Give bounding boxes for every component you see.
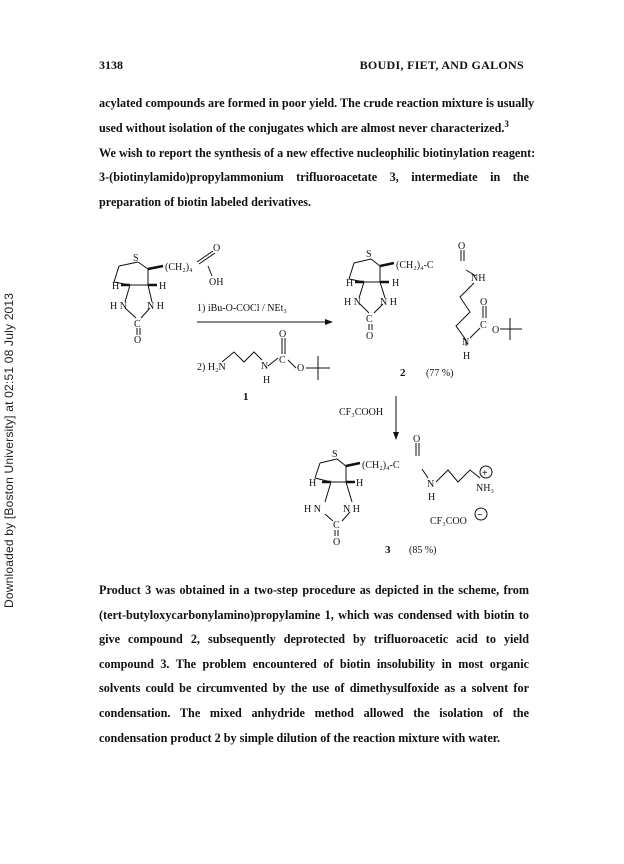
- atom-label: H: [428, 492, 436, 503]
- compound-label: 1: [243, 391, 249, 403]
- atom-label: O: [458, 241, 466, 252]
- yield-label: (85 %): [409, 545, 437, 556]
- atom-label: N: [462, 337, 470, 348]
- atom-label: O: [413, 434, 421, 445]
- intro-line: 3-(biotinylamido)propylammonium trifluoroacetate 3, intermediate in the: [99, 170, 529, 185]
- atom-label: (CH₂)₄: [165, 262, 193, 273]
- discussion-line: condensation. The mixed anhydride method allowed the isolation of the: [99, 705, 529, 720]
- atom-label: O: [134, 335, 142, 346]
- atom-label: H N: [344, 297, 361, 308]
- download-watermark: Downloaded by [Boston University] at 02:51 08 July 2013: [2, 292, 16, 608]
- intro-line-text: used without isolation of the conjugates which are almost never characterized.: [99, 120, 505, 135]
- atom-label: C: [480, 320, 487, 331]
- atom-label: (CH₂)₄-C: [396, 260, 434, 271]
- atom-label: OH: [209, 277, 224, 288]
- atom-label: O: [213, 243, 221, 254]
- deprotection-reagent: CF₃COOH: [339, 407, 384, 418]
- reagent-1-structure: [222, 338, 330, 380]
- atom-label: NH₃: [476, 483, 494, 494]
- discussion-line: condensation product 2 by simple dilution of the reaction mixture with water.: [99, 730, 501, 745]
- atom-label: S: [133, 253, 139, 264]
- intro-line: preparation of biotin labeled derivatives.: [99, 195, 312, 210]
- atom-label: H N: [304, 504, 321, 515]
- atom-label: N H: [343, 504, 360, 515]
- discussion-line: compound 3. The problem encountered of biotin insolubility in most organic: [99, 656, 529, 671]
- discussion-line: (tert-butyloxycarbonylamino)propylamine 1, which was condensed with biotin to: [99, 607, 529, 622]
- atom-label: N: [427, 479, 435, 490]
- atom-label: O: [279, 329, 287, 340]
- atom-label: H N: [110, 301, 127, 312]
- atom-label: NH: [471, 273, 486, 284]
- arrow-head: [393, 432, 399, 440]
- atom-label: O: [333, 537, 341, 548]
- atom-label: S: [366, 249, 372, 260]
- atom-label: H: [263, 375, 271, 386]
- arrow-head: [325, 319, 333, 325]
- atom-label: N: [261, 361, 269, 372]
- running-head: BOUDI, FIET, AND GALONS: [359, 58, 524, 72]
- atom-label: C: [279, 355, 286, 366]
- reaction-step-2: 2) H₂N: [197, 362, 226, 373]
- reaction-step-1: 1) iBu-O-COCl / NEt₃: [197, 303, 287, 314]
- charge-plus: +: [482, 468, 488, 479]
- atom-label: H: [112, 281, 120, 292]
- counterion: CF₃COO: [430, 516, 467, 527]
- discussion-line: give compound 2, subsequently deprotected by trifluoroacetic acid to yield: [99, 632, 529, 647]
- atom-label: O: [492, 325, 500, 336]
- atom-label: N H: [147, 301, 164, 312]
- intro-line: We wish to report the synthesis of a new effective nucleophilic biotinylation reagent:: [99, 145, 536, 160]
- atom-label: H: [346, 278, 354, 289]
- charge-minus: −: [477, 510, 483, 521]
- discussion-line: Product 3 was obtained in a two-step procedure as depicted in the scheme, from: [99, 583, 529, 597]
- atom-label: H: [159, 281, 167, 292]
- compound-label: 2: [400, 367, 406, 379]
- atom-label: N H: [380, 297, 397, 308]
- atom-label: H: [392, 278, 400, 289]
- atom-label: C: [366, 314, 373, 325]
- atom-label: C: [333, 520, 340, 531]
- atom-label: H: [309, 478, 317, 489]
- discussion-line: solvents could be circumvented by the use of dimethysulfoxide as a solvent for: [99, 681, 529, 696]
- reference-marker: 3: [504, 118, 509, 129]
- atom-label: (CH₂)₄-C: [362, 460, 400, 471]
- atom-label: S: [332, 449, 338, 460]
- discussion-paragraph: [99, 578, 529, 750]
- compound-label: 3: [385, 544, 391, 556]
- atom-label: H: [463, 351, 471, 362]
- atom-label: C: [134, 319, 141, 330]
- page-number: 3138: [99, 58, 123, 72]
- atom-label: O: [480, 297, 488, 308]
- intro-line: acylated compounds are formed in poor yield. The crude reaction mixture is usually: [99, 96, 535, 110]
- atom-label: O: [297, 363, 305, 374]
- yield-label: (77 %): [426, 368, 454, 379]
- atom-label: O: [366, 331, 374, 342]
- atom-label: H: [356, 478, 364, 489]
